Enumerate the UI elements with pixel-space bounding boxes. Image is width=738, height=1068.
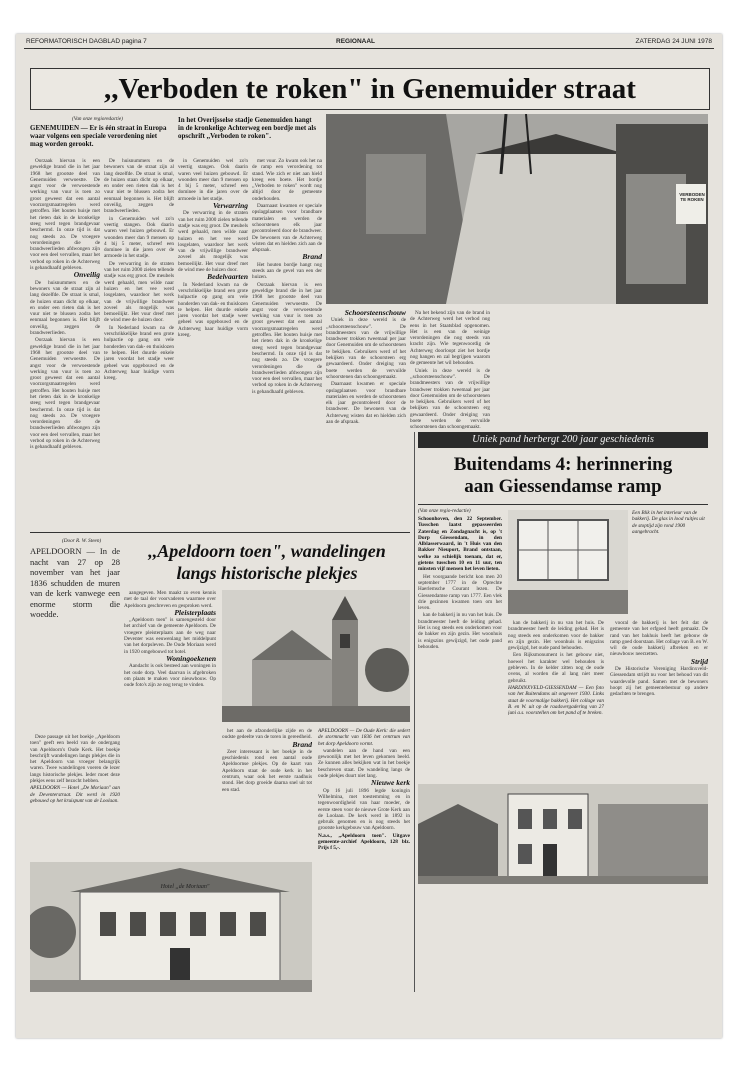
article3-top-rule (30, 532, 410, 533)
article3-sub-nieuwe-kerk: Nieuwe kerk (371, 778, 410, 788)
article3-sub-brand: Brand (292, 739, 312, 749)
article2-kicker: Uniek pand herbergt 200 jaar geschiedenis (472, 434, 654, 445)
article3-col2-text2: ,,Apeldoorn toen" is samengesteld door het archief van de gemeente Apeldoorn. De vroegere pleisterplaats aan de weg naar Deventer was eeuwenlang het middelpunt van het dorpsleven. De Oude Moriaan werd in 1920 omgebouwd tot hotel. (124, 617, 216, 655)
header-left: REFORMATORISCH DAGBLAD pagina 7 (26, 38, 147, 45)
article3-col3-text2: Zeer interessant is het boekje in de geschiedenis rond een aantal oude Apeldoornse plekjes. Op de kaart van Apeldoorn staat de oude kerk in het centrum, waar ook het eerste raadhuis stond. Het dorp groeide daarna snel uit tot een stad. (222, 748, 312, 793)
hotel-sign-text: Hotel „de Moriaan" (160, 884, 210, 890)
bakery-interior-photo (508, 510, 628, 614)
article1-col4-text2: Daarnaast kwamen er speciale opslagplaatsen voor brandbare materialen en werden de schoorstenen elk jaar gecontroleerd door de brandweer. De bewoners van de Achterweg wisten dat en hielden zich aan de afspraak. (252, 203, 322, 254)
article3-credit: N.a.s., ,,Apeldoorn toen". Uitgave gemeente-archief Apeldoorn, 128 blz. Prijs f 5,-. (318, 832, 410, 852)
hotel-photo-caption: APELDOORN — Hotel ,,De Moriaan" aan de Deventerstraat. Dit werd in 1920 gebouwd op het kruispunt van de Loolaan. (30, 785, 120, 804)
buitendams-street-photo (418, 784, 708, 884)
article3-byline: (Door R. W. Steen) (62, 538, 102, 544)
article3-headline-2: langs historische plekjes (176, 563, 358, 583)
article1-col2-text2: in Genemuiden wel zo'n veertig stangen. Ook daarin waren veel huizen gebouwd. Er woonden meer dan 9 mensen op 4 bij 5 meter, schreef een dominee in die jaren over de armoede in het stadje. (104, 215, 174, 260)
oude-kerk-photo (222, 590, 410, 722)
article3-col4-text2: Op 16 juli 1896 legde koningin Wilhelmina, met toestemming en in tegenwoordigheid van haar moeder, de eerste steen voor de nieuwe Grote Kerk aan de Loolaan. De kerk werd in 1892 in gebruik genomen en is nog steeds het grootste kerkgebouw van Apeldoorn. (318, 787, 410, 832)
article1-col4-text3: Het houten bordje hangt nog steeds aan de gevel van een der huizen. (252, 261, 322, 281)
article1-col3-text3: In Nederland kwam na de verschrikkelijke brand een grote hulpactie op gang om vele honderden van dak- en thuislozen te helpen. Het duurde enkele jaren voordat het stadje weer geheel was opgebouwd en de Achterweg haar huidige vorm kreeg. (178, 281, 248, 339)
article1-lead2: In het Overijsselse stadje Genemuiden hangt in de kronkelige Achterweg een bordje met als opschrift ,,Verboden te roken". (178, 116, 317, 140)
section-divider (414, 432, 415, 992)
header-section: REGIONAAL (336, 38, 375, 45)
church-photo-caption: APELDOORN — De Oude Kerk: die sedert de stormnacht van 1836 het centrum van het dorp Apeldoorn vormt. (318, 728, 410, 747)
article1-byline: (Van onze regioredactie) (72, 116, 123, 122)
article1-sub-brand: Brand (302, 252, 322, 262)
article1-lead: GENEMUIDEN — Er is één straat in Europa waar volgens een speciale verordening niet mag worden gerookt. (30, 124, 167, 148)
article2-col1 (418, 516, 502, 778)
article2-lead: Schoonhoven, den 22 September. Tusschen laatst gepasseerden Zaterdag en Zondagnacht is, op 't Dorp Giessendam, in den Alblasserwaard, in 't Huis van den Bakker Nieuport, Brand ontstaan, welke zo schielijk toenam, dat er, gietens tusschen 10 en 11 uur, ten minsten vijf mensen het leven lieten. (418, 516, 502, 573)
verboden-sign-text: VERBODEN TE ROKEN (679, 192, 705, 202)
article1-sub-verwarring: Verwarring (212, 201, 248, 211)
article1-sub-onveilig: Onveilig (73, 270, 100, 280)
article3-col3 (222, 728, 312, 858)
article1-col2-text: De huisnummers en de bewoners van de straat zijn al lang dezelfde. De straat is smal, de huizen staan dicht op elkaar, en onder een rieten dak is het vuur niet te blussen zodra het eenmaal begonnen is. Het blijft onveilig, zeggen de brandweerlieden. (104, 158, 174, 215)
newspaper-page (16, 34, 722, 1038)
article2-headline-1: Buitendams 4: herinnering (453, 454, 673, 475)
article3-col1 (30, 734, 120, 854)
article1-col1-text: Oorzaak hiervan is een geweldige brand die in het jaar 1968 het grootste deel van Genemuiden verwoestte. De angst voor de verwoestende werking van vuur is toen zo groot geweest dat een aantal voorzorgsmaatregelen werd getroffen. Het houten huisje met het rieten dak in de kronkelige steeg werd tegen brandgevaar beschermd. In onze tijd is dat nog steeds zo. De vroegere verordeningen die de brandweerlieden afdwongen zijn voor een deel vervallen, maar het verbod op roken in de Achterweg is gehandhaafd gebleven. (30, 158, 100, 272)
article1-sub-schoorsteen: Schoorsteenschouw (344, 310, 406, 317)
header-rule (24, 48, 714, 49)
article1-headline: ,,Verboden te roken" in Genemuider straat (104, 73, 636, 105)
article2-headline-2: aan Giessendamse ramp (464, 476, 662, 497)
article1-col5-text: Uniek in deze wereld is de ,,schoorsteenschouw". De brandmeesters van de vrijwillige brandweer trokken tweemaal per jaar door Genemuiden om de schoorstenen te bekijken. Gebruikers werd of het bekijken van de schoorsteen erg gewaardeerd. Onder dreiging van boete werden de vervuilde schoorstenen dan schoongemaakt. (326, 317, 406, 380)
bakery-interior-caption: Een Blik in het interieur van de bakkerij. De glas in lood ruitjes uit de stoptijd zijn rond 1900 aangebracht. (632, 510, 705, 535)
article2-col1-text2: kan de bakkerij in nu van het huis. De brandmeester heeft de leiding gehad. Het is nog steeds een onderkomen voor de bakker en zijn gezin. Het woonhuis is enigszins gewijzigd, het oude pand behouden. (418, 612, 502, 650)
article3-col2-text3: Aandacht is ook besteed aan woningen in het oude dorp. Veel daarvan is afgebroken om plaats te maken voor nieuwbouw. Op oude foto's zijn ze nog terug te vinden. (124, 663, 216, 689)
article3-col3-text: het aan de afzonderlijke zijde en de oudste gedeelte van de toren in gereedheid. (222, 728, 312, 741)
article1-col4-text4: Oorzaak hiervan is een geweldige brand die in het jaar 1968 het grootste deel van Genemuiden verwoestte. De angst voor de verwoestende werking van vuur is toen zo groot geweest dat een aantal voorzorgsmaatregelen werd getroffen. Het houten huisje met het rieten dak in de kronkelige steeg werd tegen brandgevaar beschermd. In onze tijd is dat nog steeds zo. De vroegere verordeningen die de brandweerlieden afdwongen zijn voor een deel vervallen, maar het verbod op roken in de Achterweg is gehandhaafd gebleven. (252, 281, 322, 395)
article3-col4 (318, 728, 410, 990)
article2-col2 (508, 620, 604, 778)
article2-col3 (610, 620, 708, 778)
headline-box (30, 68, 710, 110)
hotel-moriaan-photo (30, 862, 312, 992)
article1-col1 (30, 158, 100, 516)
article1-col1-text2: De huisnummers en de bewoners van de straat zijn al lang dezelfde. De straat is smal, de huizen staan dicht op elkaar, en onder een rieten dak is het vuur niet te blussen zodra het eenmaal begonnen is. Het blijft onveilig, zeggen de brandweerlieden. (30, 279, 100, 337)
article2-col3-text2: De Historische Vereniging Hardinxveld-Giessendam strijdt nu voor het behoud van dit waardevolle pand. Samen met de bewoners hoopt zij het gemeentebestuur op andere gedachten te brengen. (610, 666, 708, 698)
article2-col1-text: Het voorgaande bericht kon men 20 september 1777 in de Oprechte Haerlemsche Courant lezen. De Giessendamse ramp van 1777. Een vlek drie gezinnen kwamen toen om het leven. (418, 573, 502, 612)
article2-col2-text2: Een Rijksmonument is het gebouw niet, hoewel het karakter wel behouden is gebleven. In de kelder zitten nog de oude ovens, al worden die al lang niet meer gebruikt. (508, 652, 604, 684)
article3-col2-text: aangegeven. Men maakt zo even kennis met de taal der voorvaderen waarmee over Apeldoorn geschreven en gesproken werd. (124, 590, 216, 609)
article3-sub-pleisterplaats: Pleisterplaats (174, 607, 216, 617)
header-date: ZATERDAG 24 JUNI 1978 (635, 38, 712, 45)
article3-sub-woningoekenen: Woningoekenen (166, 653, 216, 663)
article1-col3-text2: De verwarring in de straten van het ruim 2000 zielen tellende stadje was erg groot. De meubels werd gehaald, men wilde naar huizen en het vee werd losgelaten, waardoor het werk van de vrijwillige brandweer zoveel als mogelijk was bemoeilijkt. Het vuur dreef met de wind mee de huizen door. (178, 210, 248, 274)
article3-col1-text: Deze passage uit het boekje ,,Apeldoorn toen" geeft een beeld van de ondergang van Apeldoorn's Oude Kerk. Het boekje beschrijft wandelingen langs plekjes die in het Apeldoorn van vroeger belangrijk waren. Twee wandelingen voeren de lezer langs historische plekjes. Ieder moet deze plekjes eens zelf bezocht hebben. (30, 734, 120, 785)
article1-col5-text2: Daarnaast kwamen er speciale opslagplaatsen voor brandbare materialen en werden de schoorstenen elk jaar gecontroleerd door de brandweer. De bewoners van de Achterweg wisten dat en hielden zich aan de afspraak. (326, 381, 406, 426)
article1-col2-text4: In Nederland kwam na de verschrikkelijke brand een grote hulpactie op gang om vele honderden van dak- en thuislozen te helpen. Het duurde enkele jaren voordat het stadje weer geheel was opgebouwd en de Achterweg haar huidige vorm kreeg. (104, 324, 174, 382)
article1-col3 (178, 158, 248, 516)
article2-col3-text: vooral de bakkerij is het feit dat de gemeente van het erfgoed heeft gemaakt. De rand van het bakhuis heeft het gebouw de ramp goed doorstaan. Het collage van B. en W. wil de oude bakkerij afbreken en er nieuwbouw neerzetten. (610, 620, 708, 658)
article3-headline-1: ,,Apeldoorn toen", wandelingen (148, 541, 386, 561)
article2-rule (418, 504, 708, 505)
street-photo-caption: HARDINXVELD-GIESSENDAM — Een foto van het Buitendams uit ongeveer 1930. Links staat de voormalige bakkerij. Het collage van B. en W. uit op de raadsvergadering van 27 juni a.s. voorstellen om het pand af te breken. (508, 684, 604, 717)
article1-col2-text3: De verwarring in de straten van het ruim 2000 zielen tellende stadje was erg groot. De meubels werd gehaald, men wilde naar huizen en het vee werd losgelaten, waardoor het werk van de vrijwillige brandweer zoveel als mogelijk was bemoeilijkt. Het vuur dreef met de wind mee de huizen door. (104, 260, 174, 324)
article2-sub-strijd: Strijd (690, 656, 708, 666)
article1-col5 (326, 310, 406, 516)
achterweg-photo (326, 114, 708, 304)
article1-col2 (104, 158, 174, 516)
article1-col1-text3: Oorzaak hiervan is een geweldige brand die in het jaar 1968 het grootste deel van Genemuiden verwoestte. De angst voor de verwoestende werking van vuur is toen zo groot geweest dat een aantal voorzorgsmaatregelen werd getroffen. Het houten huisje met het rieten dak in de kronkelige steeg werd tegen brandgevaar beschermd. In onze tijd is dat nog steeds zo. De vroegere verordeningen die de brandweerlieden afdwongen zijn voor een deel vervallen, maar het verbod op roken in de Achterweg is gehandhaafd gebleven. (30, 337, 100, 451)
article3-col2 (124, 590, 216, 858)
article1-sub-bedelvaarten: Bedelvaarten (207, 272, 248, 282)
article1-col4 (252, 158, 322, 516)
article1-col3-text: in Genemuiden wel zo'n veertig stangen. Ook daarin waren veel huizen gebouwd. Er woonden meer dan 9 mensen op 4 bij 5 meter, schreef een dominee in die jaren over de armoede in het stadje. (178, 158, 248, 202)
article1-col6-text: Na het bekend zijn van de brand in de Achterweg werd het verbod nog eens in het Staatsblad opgenomen. Het is een van de weinige verordeningen die nog steeds van kracht zijn. Wie tegenwoordig de Achterweg doorloopt ziet het bordje nog hangen en zal begrijpen waarom de gemeente het wil behouden. (410, 310, 490, 367)
article2-kicker-bar (418, 432, 708, 448)
article1-col4-text: met vuur. Zo kwam ook het na de ramp een verordening tot stand. Wie zich er niet aan hield kreeg een boete. Het bordje ,,Verboden te roken" wordt nog altijd door de gemeente onderhouden. (252, 158, 322, 202)
article3-dropcap-lead: APELDOORN — In de nacht van 27 op 28 november van het jaar 1836 schudden de muren van de kerk vanwege een enorme storm die woedde. (30, 546, 120, 619)
article2-col2-text: kan de bakkerij in nu van het huis. De brandmeester heeft de leiding gehad. Het is nog steeds een onderkomen voor de bakker en zijn gezin. Het woonhuis is enigszins gewijzigd, het oude pand behouden. (508, 620, 604, 652)
article2-byline: (Van onze regio-redactie) (418, 508, 471, 514)
article3-col4-text: wandelen aan de hand van een gewoonlijk met het leven gekomen beeld. Ze kunnen alles bekijken wat in het boekje beschreven staat. De wandeling langs de oude plekjes duurt niet lang. (318, 747, 410, 780)
article1-col6-text2: Uniek in deze wereld is de ,,schoorsteenschouw". De brandmeesters van de vrijwillige brandweer trokken tweemaal per jaar door Genemuiden om de schoorstenen te bekijken. Gebruikers werd of het bekijken van de schoorsteen erg gewaardeerd. Onder dreiging van boete werden de vervuilde schoorstenen dan schoongemaakt. (410, 367, 490, 431)
